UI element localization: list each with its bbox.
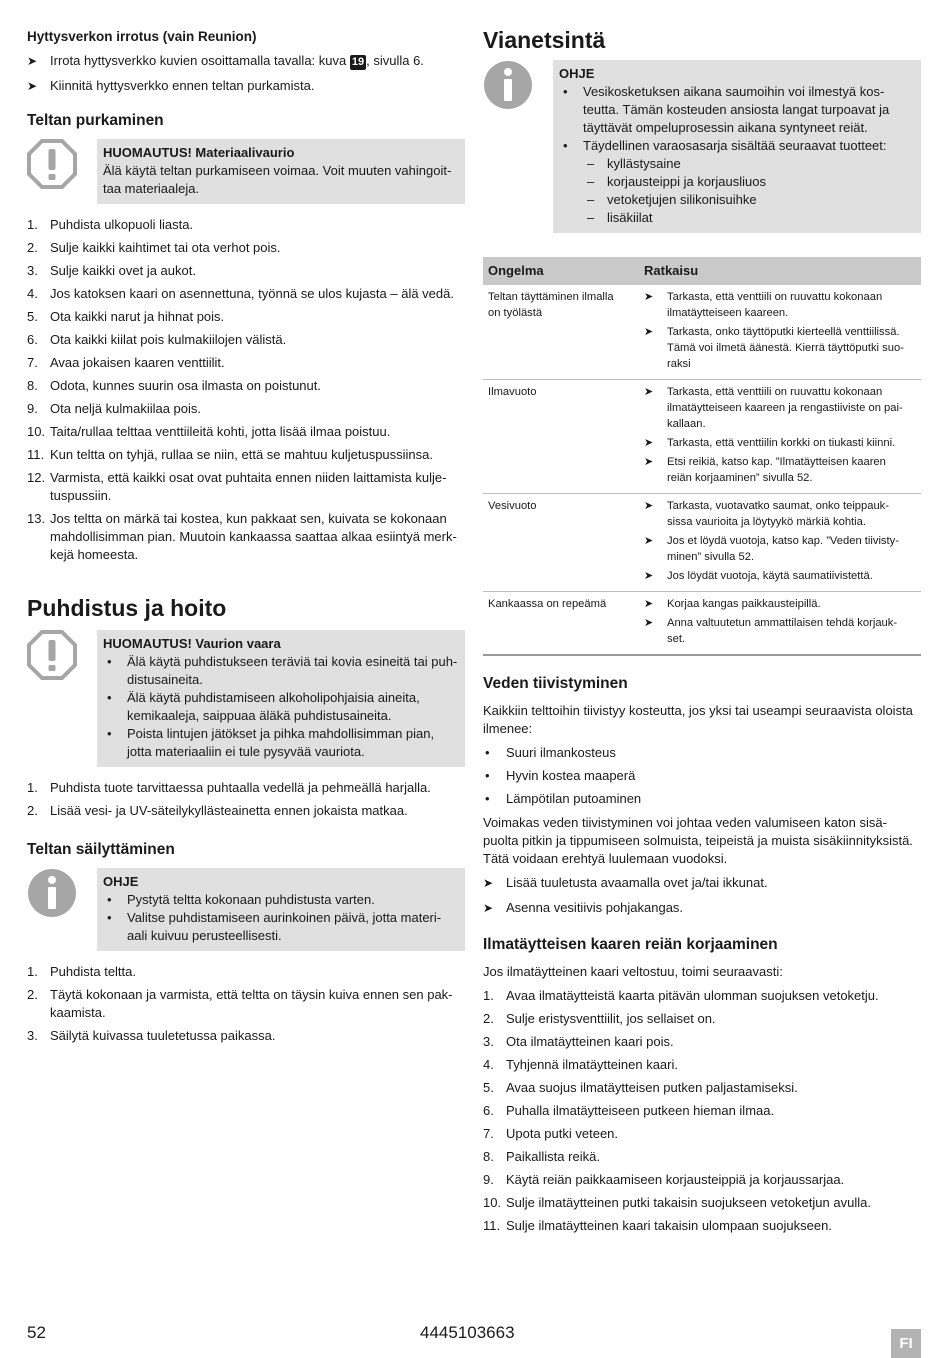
section-heading: Vianetsintä [483,27,606,53]
arrow-bullet-icon: ➤ [483,901,494,915]
arrow-list [483,874,921,917]
table-row [483,494,921,592]
intro-text: Kaikkiin telttoihin tiivistyy kosteutta, jos yksi tai useampi seuraavista oloista ilmenee: [483,703,913,736]
problem-cell: Ilmavuoto [483,380,639,494]
list-item: – lisäkiilat [587,210,653,225]
solution-cell: ➤ Tarkasta, vuotavatko saumat, onko teippauk- sissa vaurioita ja löytyykö märkiä kohtia. ➤ Jos et löydä vuotoja, katso kap. ”Veden tiivisty- minen” sivulla 52. ➤ Jos löydät vuotoja, käytä saumatiivistettä. [639,494,921,592]
list-item: 8. Paikallista reikä. [483,1149,600,1164]
arrow-bullet-icon: ➤ [644,617,654,629]
paragraph: Voimakas veden tiivistyminen voi johtaa veden valumiseen katon sisä- puolta pitkin ja tippumiseen solmuista, teipeistä ja muista sisäkiinnityksistä. Tätä voidaan erehtyä luulemaan vuodoksi. [483,815,913,866]
notice-title: HUOMAUTUS! Materiaalivaurio [103,145,295,160]
section-teltan-purkaminen [27,111,465,564]
list-item: 11. Sulje ilmatäytteinen kaari takaisin ulompaan suojukseen. [483,1218,832,1233]
language-badge: FI [891,1329,921,1358]
list-item: 1. Puhdista ulkopuoli liasta. [27,217,194,232]
list-item: • Lämpötilan putoaminen [485,791,642,806]
arrow-list [27,52,465,95]
warning-octagon-icon [27,139,97,204]
list-item: • Vesikosketuksen aikana saumoihin voi ilmestyä kos- teutta. Tämän kosteuden ansiosta langat turpoavat ja täyttävät ompeluprosessin aikana syntyneet reiät. [563,84,890,135]
notice-title: OHJE [559,66,595,81]
list-item: 4. Tyhjennä ilmatäytteinen kaari. [483,1057,678,1072]
list-item: – kyllästysaine [587,156,681,171]
table-row [483,285,921,380]
section-vianetsinta [483,26,921,233]
warning-notice [27,630,465,767]
arrow-bullet-icon: ➤ [644,326,654,338]
list-item: 3. Ota ilmatäytteinen kaari pois. [483,1034,674,1049]
list-item: 5. Ota kaikki narut ja hihnat pois. [27,309,225,324]
notice-text: Älä käytä teltan purkamiseen voimaa. Voit muuten vahingoit- taa materiaaleja. [103,163,452,196]
arrow-item: ➤ Lisää tuuletusta avaamalla ovet ja/tai ikkunat. [483,875,768,890]
figure-badge: 19 [351,56,365,68]
arrow-bullet-icon: ➤ [644,535,654,547]
troubleshooting-table [483,257,921,656]
numbered-steps [27,779,465,820]
problem-cell: Vesivuoto [483,494,639,592]
list-item: 10. Sulje ilmatäytteinen putki takaisin suojukseen vetoketjun avulla. [483,1195,871,1210]
problem-cell: Teltan täyttäminen ilmalla on työlästä [483,285,639,380]
list-item: • Suuri ilmankosteus [485,745,616,760]
solution-cell: ➤ Tarkasta, että venttiili on ruuvattu kokonaan ilmatäytteiseen kaareen ja rengastiiviste on pai- kallaan. ➤ Tarkasta, että venttiilin korkki on tiukasti kiinni. ➤ Etsi reikiä, katso kap. ”Ilmatäytteisen kaaren reiän korjaaminen” sivulla 52. [639,380,921,494]
arrow-bullet-icon: ➤ [27,79,38,93]
table-header-row [483,257,921,285]
section-heading: Ilmatäytteisen kaaren reiän korjaaminen [483,936,778,953]
table-row [483,592,921,656]
warning-notice [27,139,465,204]
list-item: 6. Puhalla ilmatäytteiseen putkeen hieman ilmaa. [483,1103,775,1118]
table-row [483,380,921,494]
info-notice [483,60,921,233]
list-item: 9. Ota neljä kulmakiilaa pois. [27,401,202,416]
list-item: 3. Säilytä kuivassa tuuletetussa paikassa. [27,1028,276,1043]
list-item: • Täydellinen varaosasarja sisältää seuraavat tuotteet: [563,138,887,153]
notice-box [97,139,465,204]
list-item: – korjausteippi ja korjausliuos [587,174,766,189]
arrow-bullet-icon: ➤ [644,598,654,610]
list-item: 2. Sulje eristysventtiilit, jos sellaiset on. [483,1011,716,1026]
section-heading: Veden tiivistyminen [483,675,628,692]
list-item: 11. Kun teltta on tyhjä, rullaa se niin, että se mahtuu kuljetuspussiinsa. [27,447,433,462]
list-item: 1. Puhdista tuote tarvittaessa puhtaalla vedellä ja pehmeällä harjalla. [27,780,431,795]
list-item: 5. Avaa suojus ilmatäytteisen putken paljastamiseksi. [483,1080,798,1095]
list-item: 4. Jos katoksen kaari on asennettuna, työnnä se ulos kujasta – älä vedä. [27,286,454,301]
list-item: 10. Taita/rullaa telttaa venttiileitä kohti, jotta lisää ilmaa poistuu. [27,424,391,439]
arrow-bullet-icon: ➤ [27,54,38,68]
list-item: 3. Sulje kaikki ovet ja aukot. [27,263,196,278]
column-header: Ongelma [483,257,639,285]
page-number: 52 [27,1323,46,1342]
list-item: 1. Puhdista teltta. [27,964,136,979]
list-item: – vetoketjujen silikonisuihke [587,192,757,207]
section-heading: Hyttysverkon irrotus (vain Reunion) [27,29,257,44]
notice-bullets [559,83,915,155]
info-circle-icon [483,60,553,233]
left-column [27,28,465,1050]
section-puhdistus-ja-hoito [27,594,465,820]
info-circle-icon [27,868,97,951]
list-item: • Pystytä teltta kokonaan puhdistusta varten. [107,892,375,907]
notice-box [553,60,921,233]
section-heading: Teltan purkaminen [27,112,164,129]
list-item: • Älä käytä puhdistamiseen alkoholipohjaisia aineita, kemikaaleja, saippuaa äläkä puhdistusaineita. [107,690,420,723]
warning-octagon-icon [27,630,97,767]
list-item: 1. Avaa ilmatäytteistä kaarta pitävän ulomman suojuksen vetoketju. [483,988,879,1003]
section-hyttysverkko [27,28,465,95]
list-item: 6. Ota kaikki kiilat pois kulmakiilojen välistä. [27,332,287,347]
arrow-item: ➤ Asenna vesitiivis pohjakangas. [483,900,684,915]
info-notice [27,868,465,951]
list-item: 12. Varmista, että kaikki osat ovat puhtaita ennen niiden laittamista kulje- tuspussiin. [27,470,447,503]
list-item: 2. Täytä kokonaan ja varmista, että teltta on täysin kuiva ennen sen pak- kaamista. [27,987,453,1020]
notice-bullets [103,891,459,945]
section-teltan-sailyttaminen [27,840,465,1045]
list-item: 9. Käytä reiän paikkaamiseen korjausteippiä ja korjaussarjaa. [483,1172,845,1187]
bullet-list [483,744,921,808]
numbered-steps [483,987,921,1235]
intro-text: Jos ilmatäytteinen kaari veltostuu, toimi seuraavasti: [483,964,783,979]
notice-box [97,868,465,951]
list-item: • Hyvin kostea maaperä [485,768,636,783]
list-item: 8. Odota, kunnes suurin osa ilmasta on poistunut. [27,378,321,393]
document-number: 4445103663 [420,1323,515,1342]
section-reian-korjaaminen [483,935,921,1235]
list-item: 2. Sulje kaikki kaihtimet tai ota verhot pois. [27,240,281,255]
arrow-bullet-icon: ➤ [644,500,654,512]
column-header: Ratkaisu [639,257,921,285]
numbered-steps [27,216,465,564]
arrow-bullet-icon: ➤ [644,456,654,468]
notice-bullets [103,653,459,761]
arrow-bullet-icon: ➤ [483,876,494,890]
list-item: • Poista lintujen jätökset ja pihka mahdollisimman pian, jotta materiaaliin ei tule pysyvää vauriota. [107,726,435,759]
numbered-steps [27,963,465,1045]
section-heading: Teltan säilyttäminen [27,841,175,858]
arrow-bullet-icon: ➤ [644,291,654,303]
list-item: 2. Lisää vesi- ja UV-säteilykyllästeainetta ennen jokaista matkaa. [27,803,408,818]
notice-title: OHJE [103,874,139,889]
arrow-bullet-icon: ➤ [644,386,654,398]
section-heading: Puhdistus ja hoito [27,595,227,621]
arrow-item: ➤ Kiinnitä hyttysverkko ennen teltan purkamista. [27,78,315,93]
list-item: 7. Avaa jokaisen kaaren venttiilit. [27,355,225,370]
solution-cell: ➤ Tarkasta, että venttiili on ruuvattu kokonaan ilmatäytteiseen kaareen. ➤ Tarkasta, onko täyttöputki kierteellä venttiilissä. Tämä voi ilmetä äänestä. Kierrä täyttöputki suo- raksi [639,285,921,380]
section-veden-tiivistyminen [483,674,921,917]
right-column [483,26,921,1240]
problem-cell: Kankaassa on repeämä [483,592,639,656]
notice-dash-list [559,155,915,227]
list-item: 13. Jos teltta on märkä tai kostea, kun pakkaat sen, kuivata se kokonaan mahdollisimman pian. Muutoin kankaassa saattaa alkaa esiintyä merk- kejä homeesta. [27,511,457,562]
arrow-bullet-icon: ➤ [644,437,654,449]
list-item: 7. Upota putki veteen. [483,1126,619,1141]
arrow-item: ➤ Irrota hyttysverkko kuvien osoittamalla tavalla: kuva 19 , sivulla 6. [27,53,424,68]
solution-cell: ➤ Korjaa kangas paikkausteipillä. ➤ Anna valtuutetun ammattilaisen tehdä korjauk- set. [639,592,921,656]
notice-box [97,630,465,767]
arrow-bullet-icon: ➤ [644,570,654,582]
list-item: • Älä käytä puhdistukseen teräviä tai kovia esineitä tai puh- distusaineita. [107,654,458,687]
list-item: • Valitse puhdistamiseen aurinkoinen päivä, jotta materi- aali kuivuu perusteellisesti. [107,910,442,943]
notice-title: HUOMAUTUS! Vaurion vaara [103,636,281,651]
